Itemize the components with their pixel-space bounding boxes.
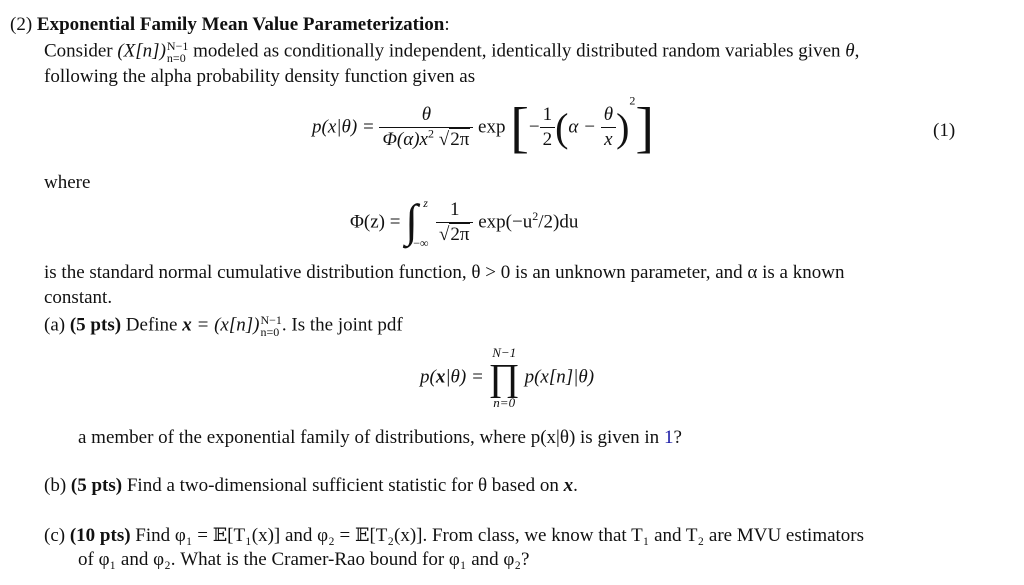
inner-den: x bbox=[604, 129, 613, 151]
left-bracket: [ bbox=[510, 97, 529, 159]
problem-number: (2) bbox=[10, 14, 33, 35]
prod-lower: n=0 bbox=[493, 395, 516, 410]
integral-lower: −∞ bbox=[413, 236, 429, 250]
eq1-lhs: p(x|θ) = bbox=[312, 116, 375, 138]
eq1-den-a: Φ(α)x bbox=[382, 129, 428, 151]
right-paren: ) bbox=[616, 105, 630, 150]
equation-2 bbox=[350, 195, 579, 250]
eq2-rhs: exp(−u bbox=[478, 211, 533, 233]
part-a-text-end: . Is the joint pdf bbox=[281, 314, 403, 336]
equation-1 bbox=[312, 93, 655, 159]
eq3-lhs-a: p( bbox=[420, 366, 436, 388]
description-line-1: is the standard normal cumulative distribution function, θ > 0 is an unknown parameter, and α is a known bbox=[44, 262, 845, 283]
eq1-outer-exp: 2 bbox=[629, 93, 636, 108]
eq2-rhs-exp: 2 bbox=[532, 209, 539, 224]
part-b-points: (5 pts) bbox=[70, 475, 123, 496]
part-b-label: (b) bbox=[44, 475, 67, 496]
part-a-label: (a) bbox=[44, 314, 66, 336]
sequence-notation: (X[n]) bbox=[117, 40, 166, 62]
prod-sym: ∏ bbox=[488, 357, 520, 399]
equation-3 bbox=[420, 346, 594, 410]
part-c-line-1: Find φ₁ = 𝔼[T₁(x)] and φ₂ = 𝔼[T₂(x)]. From class, we know that T₁ and T₂ are MVU estimators bbox=[135, 525, 865, 546]
eq1-inner-frac bbox=[601, 104, 616, 152]
eq1-half bbox=[540, 104, 556, 152]
right-bracket: ] bbox=[635, 97, 655, 159]
eq1-alpha-minus: α − bbox=[568, 116, 596, 138]
eq1-den-sqrt: 2π bbox=[450, 129, 470, 151]
question-mark: ? bbox=[673, 427, 682, 448]
eq3-vec: x bbox=[435, 366, 446, 388]
eq3-rhs: p(x[n]|θ) bbox=[524, 366, 595, 388]
vector-x: x bbox=[563, 475, 574, 496]
part-a-points: (5 pts) bbox=[69, 314, 122, 336]
problem-title: Exponential Family Mean Value Parameterization bbox=[36, 14, 445, 35]
eq2-lhs: Φ(z) = bbox=[350, 211, 401, 233]
intro-line-1 bbox=[44, 40, 859, 64]
part-a-sup: N−1 bbox=[260, 313, 282, 327]
intro-text-cont: modeled as conditionally independent, identically distributed random variables given bbox=[193, 40, 841, 62]
sequence-limits bbox=[167, 40, 188, 64]
member-text: a member of the exponential family of distributions, where p(x|θ) is given in bbox=[78, 427, 660, 448]
prod-upper: N−1 bbox=[492, 345, 517, 360]
where-text: where bbox=[44, 172, 91, 193]
inner-num: θ bbox=[601, 104, 616, 128]
part-c-label: (c) bbox=[44, 525, 66, 546]
eq3-lhs-b: |θ) = bbox=[445, 366, 484, 388]
product-symbol bbox=[489, 346, 520, 410]
theta-symbol: θ bbox=[845, 40, 855, 62]
part-c-points: (10 pts) bbox=[69, 525, 131, 546]
integral-upper: z bbox=[423, 196, 428, 210]
comma: , bbox=[854, 40, 860, 62]
equation-label-1: (1) bbox=[933, 120, 956, 141]
eq2-num: 1 bbox=[436, 199, 474, 223]
part-a-seq: = (x[n]) bbox=[196, 314, 260, 336]
eq1-fraction bbox=[379, 104, 473, 152]
part-a-limits bbox=[260, 314, 281, 338]
eq1-denominator: $\Phi(\alpha)x^2$ √2π bbox=[382, 126, 470, 151]
eq2-rhs-tail: /2)du bbox=[538, 211, 579, 233]
part-a bbox=[44, 314, 403, 338]
part-a-sub: n=0 bbox=[260, 325, 280, 339]
intro-line-2: following the alpha probability density function given as bbox=[44, 66, 476, 87]
integral-symbol: ∫ z −∞ bbox=[405, 195, 429, 250]
part-b-text: Find a two-dimensional sufficient statistic for θ based on bbox=[126, 475, 559, 496]
left-paren: ( bbox=[555, 105, 569, 150]
part-c-line-2: of φ₁ and φ₂. What is the Cramer-Rao bound for φ₁ and φ₂? bbox=[78, 549, 530, 570]
eq1-den-exp: 2 bbox=[428, 126, 434, 141]
half-num: 1 bbox=[540, 104, 556, 128]
eq2-den-sqrt: 2π bbox=[450, 224, 470, 246]
member-line bbox=[78, 427, 682, 449]
seq-sup: N−1 bbox=[166, 39, 189, 53]
period: . bbox=[573, 475, 578, 496]
half-den: 2 bbox=[542, 129, 553, 151]
description-line-2: constant. bbox=[44, 287, 113, 308]
problem-heading bbox=[10, 14, 450, 36]
vector-x: x bbox=[182, 314, 192, 336]
intro-text: Consider bbox=[44, 40, 113, 62]
equation-ref-link[interactable]: 1 bbox=[663, 427, 674, 448]
eq1-exp: exp bbox=[478, 116, 506, 138]
part-b bbox=[44, 475, 578, 497]
part-c bbox=[44, 524, 864, 547]
title-colon: : bbox=[444, 14, 450, 35]
part-a-text: Define bbox=[125, 314, 178, 336]
eq1-minus: − bbox=[528, 116, 540, 138]
eq2-den: √2π bbox=[438, 224, 470, 246]
eq2-fraction bbox=[436, 199, 474, 247]
seq-sub: n=0 bbox=[166, 51, 186, 65]
eq1-numerator: θ bbox=[379, 104, 473, 128]
